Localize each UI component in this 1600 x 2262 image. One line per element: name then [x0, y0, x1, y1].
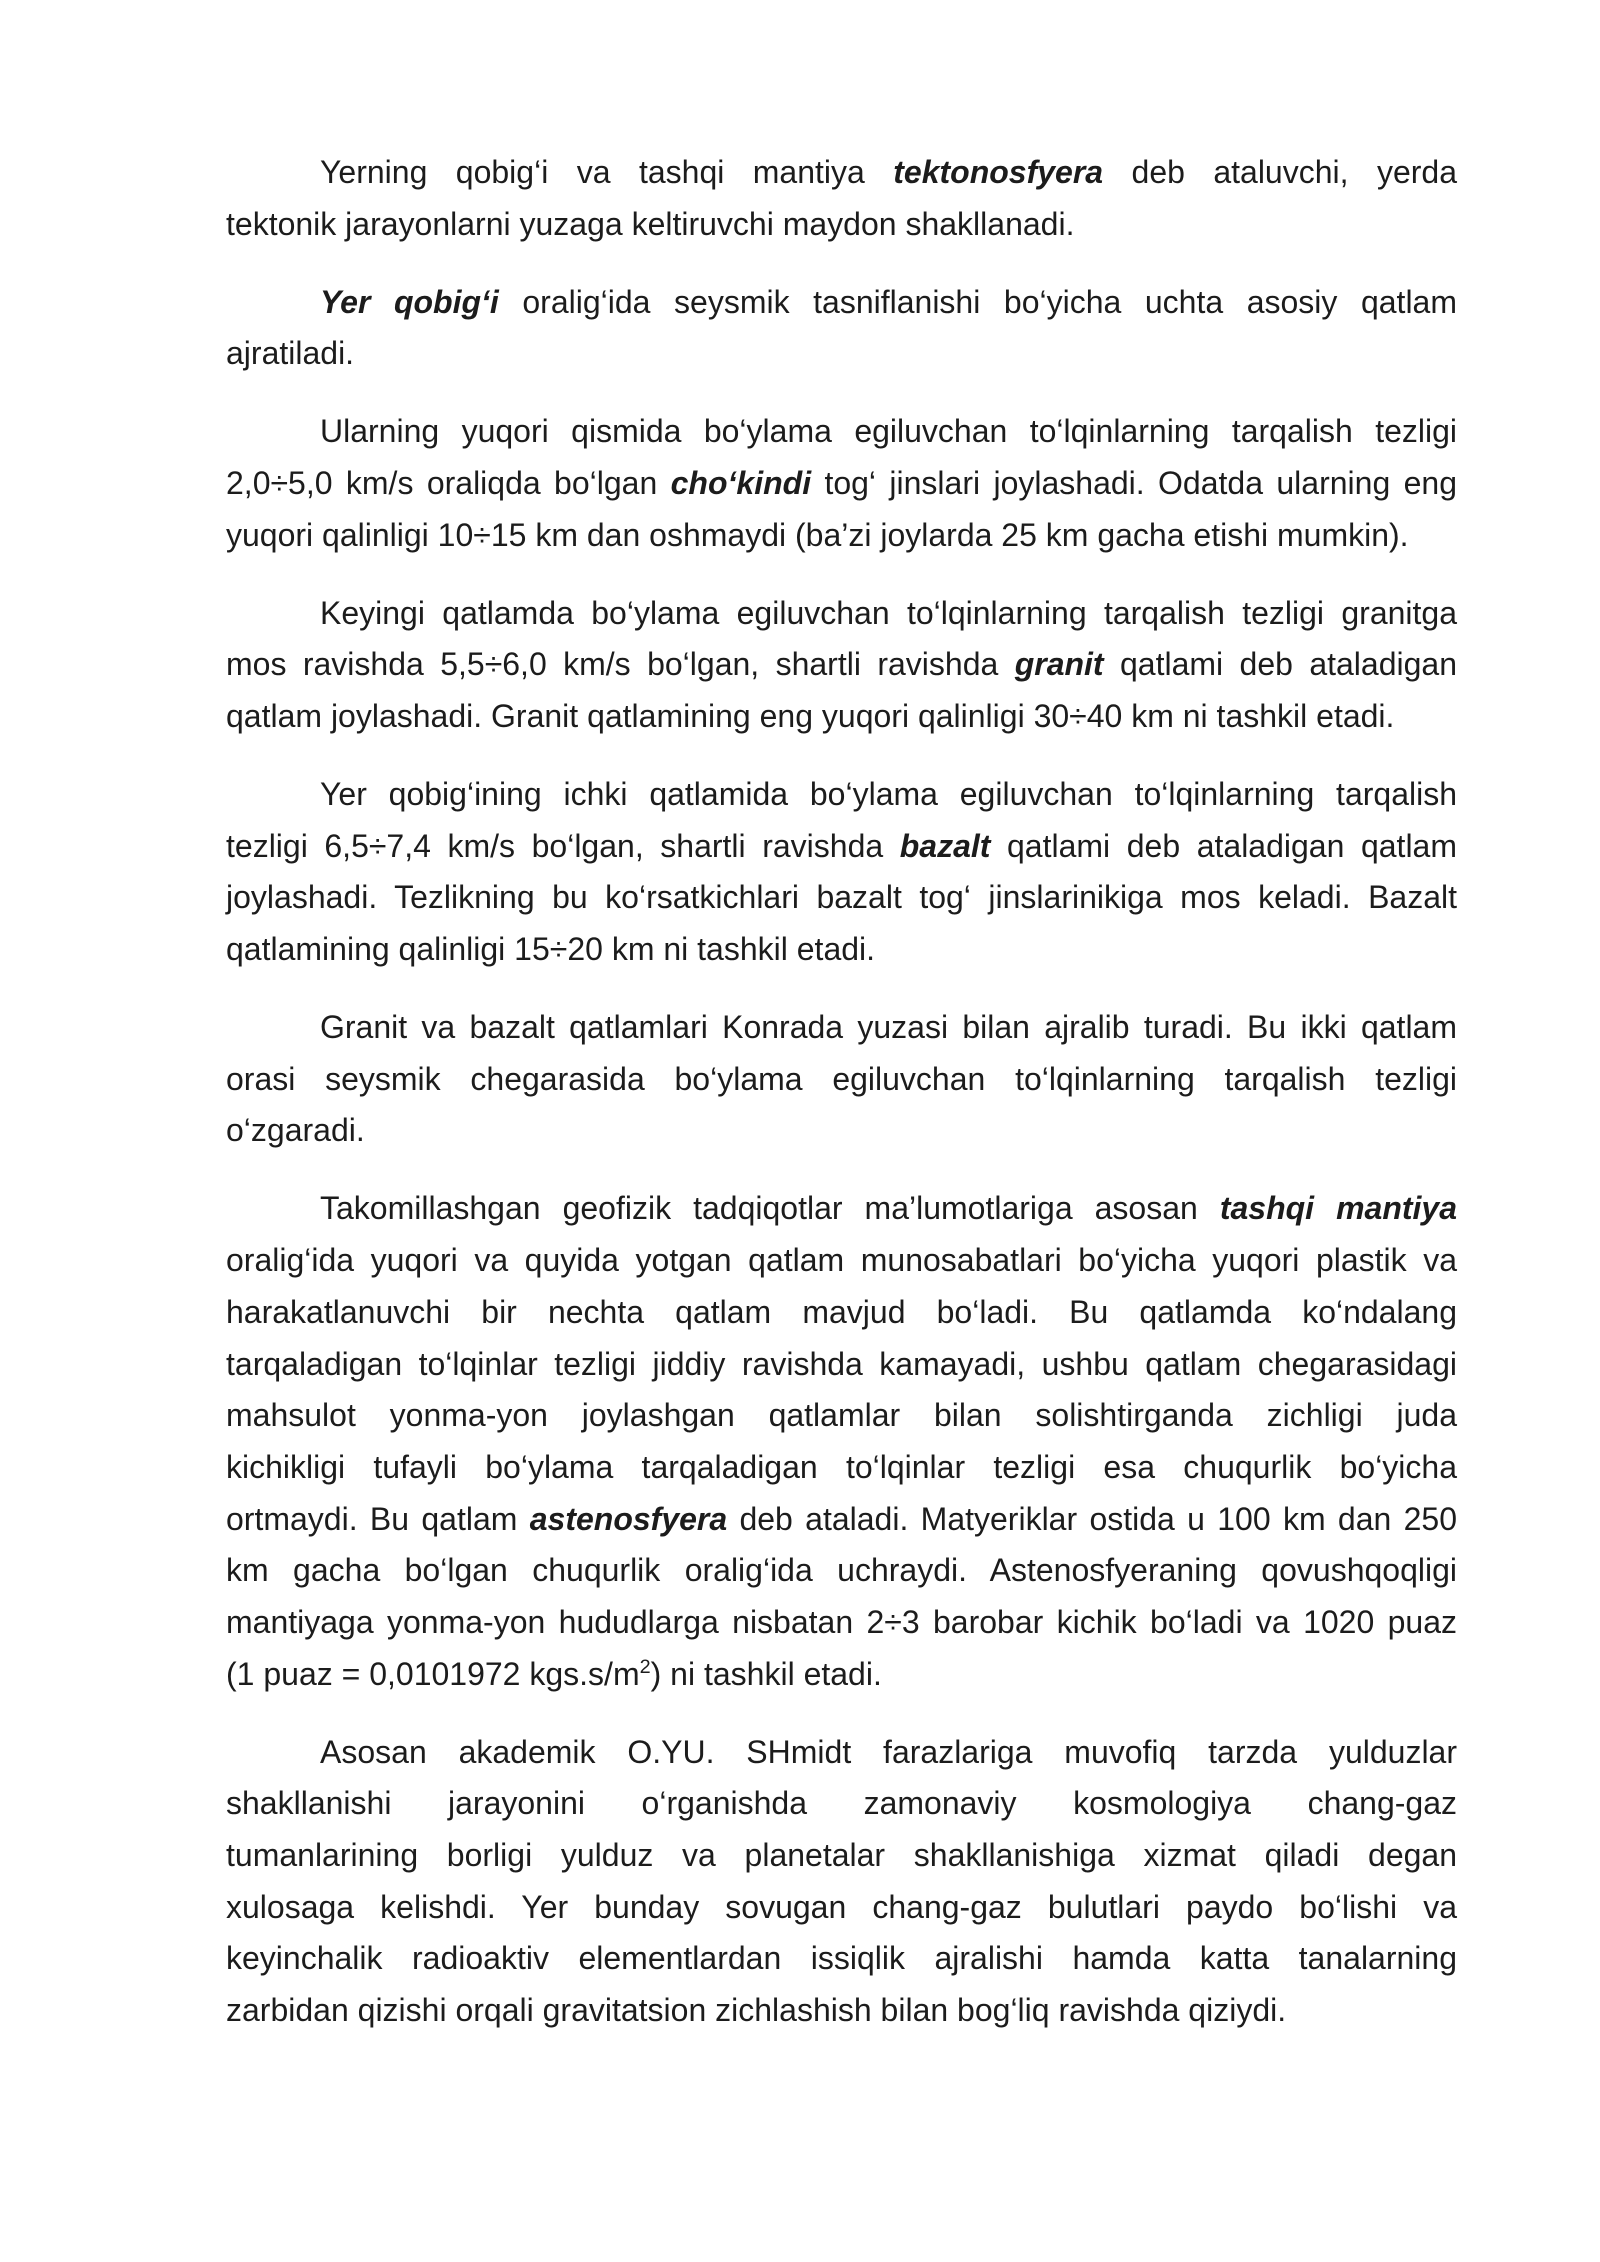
text-run: Keyingi qatlamda bo‘ylama egiluvchan to‘lqinlarning tarqalish tezligi granitga: [320, 594, 1457, 631]
text-run: deb ataluvchi, yerda: [1103, 154, 1458, 190]
text-run: mos ravishda 5,5÷6,0 km/s bo‘lgan, shartli ravishda: [226, 646, 1015, 683]
superscript: 2: [639, 1655, 651, 1678]
text-line: [226, 1339, 1457, 1391]
text-run: km gacha bo‘lgan chuqurlik oralig‘ida uchraydi. Astenosfyeraning qovushqoqligi: [226, 1552, 1457, 1589]
paragraph: [226, 769, 1457, 976]
text-line: [226, 1390, 1457, 1442]
text-run: Asosan akademik O.YU. SHmidt farazlariga muvofiq tarzda yulduzlar: [320, 1733, 1457, 1770]
text-line: [226, 639, 1457, 691]
text-run: keyinchalik radioaktiv elementlardan issiqlik ajralishi hamda katta tanalarning: [226, 1940, 1457, 1977]
text-run: ) ni tashkil etadi.: [650, 1655, 882, 1692]
text-line: [226, 1933, 1457, 1985]
emphasized-term: cho‘kindi: [670, 465, 812, 502]
text-run: oralig‘ida seysmik tasniflanishi bo‘yicha uchta asosiy qatlam: [498, 283, 1458, 320]
text-run: yuqori qalinligi 10÷15 km dan oshmaydi (ba’zi joylarda 25 km gacha etishi mumkin).: [226, 516, 1409, 553]
text-line: [226, 1183, 1457, 1235]
text-line: [226, 924, 1457, 976]
text-line: [226, 510, 1457, 562]
text-run: shakllanishi jarayonini o‘rganishda zamonaviy kosmologiya chang-gaz: [226, 1785, 1457, 1822]
emphasized-term: Yer qobig‘i: [320, 283, 499, 320]
text-run: qatlam joylashadi. Granit qatlamining eng yuqori qalinligi 30÷40 km ni tashkil etadi.: [226, 698, 1395, 735]
emphasized-term: granit: [1014, 646, 1104, 683]
paragraph: [226, 1727, 1457, 2037]
text-run: (1 puaz = 0,0101972 kgs.s/m: [226, 1655, 640, 1692]
text-run: joylashadi. Tezlikning bu ko‘rsatkichlari bazalt tog‘ jinslarinikiga mos keladi. Bazalt: [226, 879, 1457, 916]
text-line: [226, 1882, 1457, 1934]
text-line: [226, 1727, 1457, 1779]
text-line: [226, 1442, 1457, 1494]
paragraph: [226, 1002, 1457, 1157]
text-run: Ularning yuqori qismida bo‘ylama egiluvchan to‘lqinlarning tarqalish tezligi: [320, 413, 1457, 450]
text-run: qatlami deb ataladigan: [1103, 646, 1458, 683]
text-run: zarbidan qizishi orqali gravitatsion zichlashish bilan bog‘liq ravishda qiziydi.: [226, 1992, 1287, 2029]
text-run: 2,0÷5,0 km/s oraliqda bo‘lgan: [226, 465, 671, 502]
text-run: mantiyaga yonma-yon hududlarga nisbatan 2÷3 barobar kichik bo‘ladi va 1020 puaz: [226, 1603, 1457, 1640]
text-line: [226, 1545, 1457, 1597]
text-run: mahsulot yonma-yon joylashgan qatlamlar bilan solishtirganda zichligi juda: [226, 1397, 1457, 1434]
document-body: [226, 147, 1457, 2063]
text-line: [226, 1494, 1457, 1546]
text-line: [226, 821, 1457, 873]
text-line: [226, 1002, 1457, 1054]
paragraph: [226, 147, 1457, 250]
text-line: [226, 1235, 1457, 1287]
emphasized-term: bazalt: [899, 827, 991, 864]
paragraph: [226, 277, 1457, 380]
emphasized-term: tektonosfyera: [893, 154, 1104, 190]
text-line: [226, 199, 1457, 251]
emphasized-term: astenosfyera: [529, 1500, 728, 1537]
text-run: Yerning qobig‘i va tashqi mantiya: [320, 154, 894, 190]
text-line: [226, 1105, 1457, 1157]
text-line: [226, 1287, 1457, 1339]
text-run: Yer qobig‘ining ichki qatlamida bo‘ylama egiluvchan to‘lqinlarning tarqalish: [320, 776, 1457, 813]
paragraph: [226, 1183, 1457, 1700]
text-line: [226, 1985, 1457, 2037]
paragraph: [226, 406, 1457, 561]
text-run: ortmaydi. Bu qatlam: [226, 1500, 530, 1537]
text-line: [226, 872, 1457, 924]
text-run: tektonik jarayonlarni yuzaga keltiruvchi maydon shakllanadi.: [226, 205, 1075, 242]
text-run: tarqaladigan to‘lqinlar tezligi jiddiy ravishda kamayadi, ushbu qatlam chegarasidagi: [226, 1345, 1457, 1382]
text-run: deb ataladi. Matyeriklar ostida u 100 km dan 250: [727, 1500, 1458, 1537]
text-line: [226, 769, 1457, 821]
text-line: [226, 691, 1457, 743]
text-line: [226, 458, 1457, 510]
text-line: [226, 328, 1457, 380]
text-run: o‘zgaradi.: [226, 1112, 365, 1149]
text-run: orasi seysmik chegarasida bo‘ylama egiluvchan to‘lqinlarning tarqalish tezligi: [226, 1060, 1457, 1097]
text-run: ajratiladi.: [226, 335, 355, 372]
text-line: [226, 588, 1457, 640]
text-run: xulosaga kelishdi. Yer bunday sovugan chang-gaz bulutlari paydo bo‘lishi va: [226, 1888, 1457, 1925]
text-run: Granit va bazalt qatlamlari Konrada yuzasi bilan ajralib turadi. Bu ikki qatlam: [320, 1009, 1457, 1046]
text-line: [226, 147, 1457, 199]
text-line: [226, 277, 1457, 329]
text-run: harakatlanuvchi bir nechta qatlam mavjud bo‘ladi. Bu qatlamda ko‘ndalang: [226, 1293, 1457, 1330]
text-run: tezligi 6,5÷7,4 km/s bo‘lgan, shartli ravishda: [226, 827, 900, 864]
text-line: [226, 1649, 1457, 1701]
text-run: oralig‘ida yuqori va quyida yotgan qatlam munosabatlari bo‘yicha yuqori plastik va: [226, 1242, 1457, 1279]
text-line: [226, 406, 1457, 458]
text-line: [226, 1054, 1457, 1106]
text-run: qatlamining qalinligi 15÷20 km ni tashkil etadi.: [226, 931, 876, 968]
text-run: tog‘ jinslari joylashadi. Odatda ularning eng: [811, 465, 1458, 502]
text-line: [226, 1830, 1457, 1882]
paragraph: [226, 588, 1457, 743]
text-run: Takomillashgan geofizik tadqiqotlar ma’lumotlariga asosan: [320, 1190, 1220, 1227]
text-run: tumanlarining borligi yulduz va planetalar shakllanishiga xizmat qiladi degan: [226, 1837, 1457, 1874]
text-line: [226, 1778, 1457, 1830]
text-line: [226, 1597, 1457, 1649]
text-run: qatlami deb ataladigan qatlam: [990, 827, 1458, 864]
emphasized-term: tashqi mantiya: [1219, 1190, 1458, 1227]
text-run: kichikligi tufayli bo‘ylama tarqaladigan to‘lqinlar tezligi esa chuqurlik bo‘yicha: [226, 1448, 1457, 1485]
